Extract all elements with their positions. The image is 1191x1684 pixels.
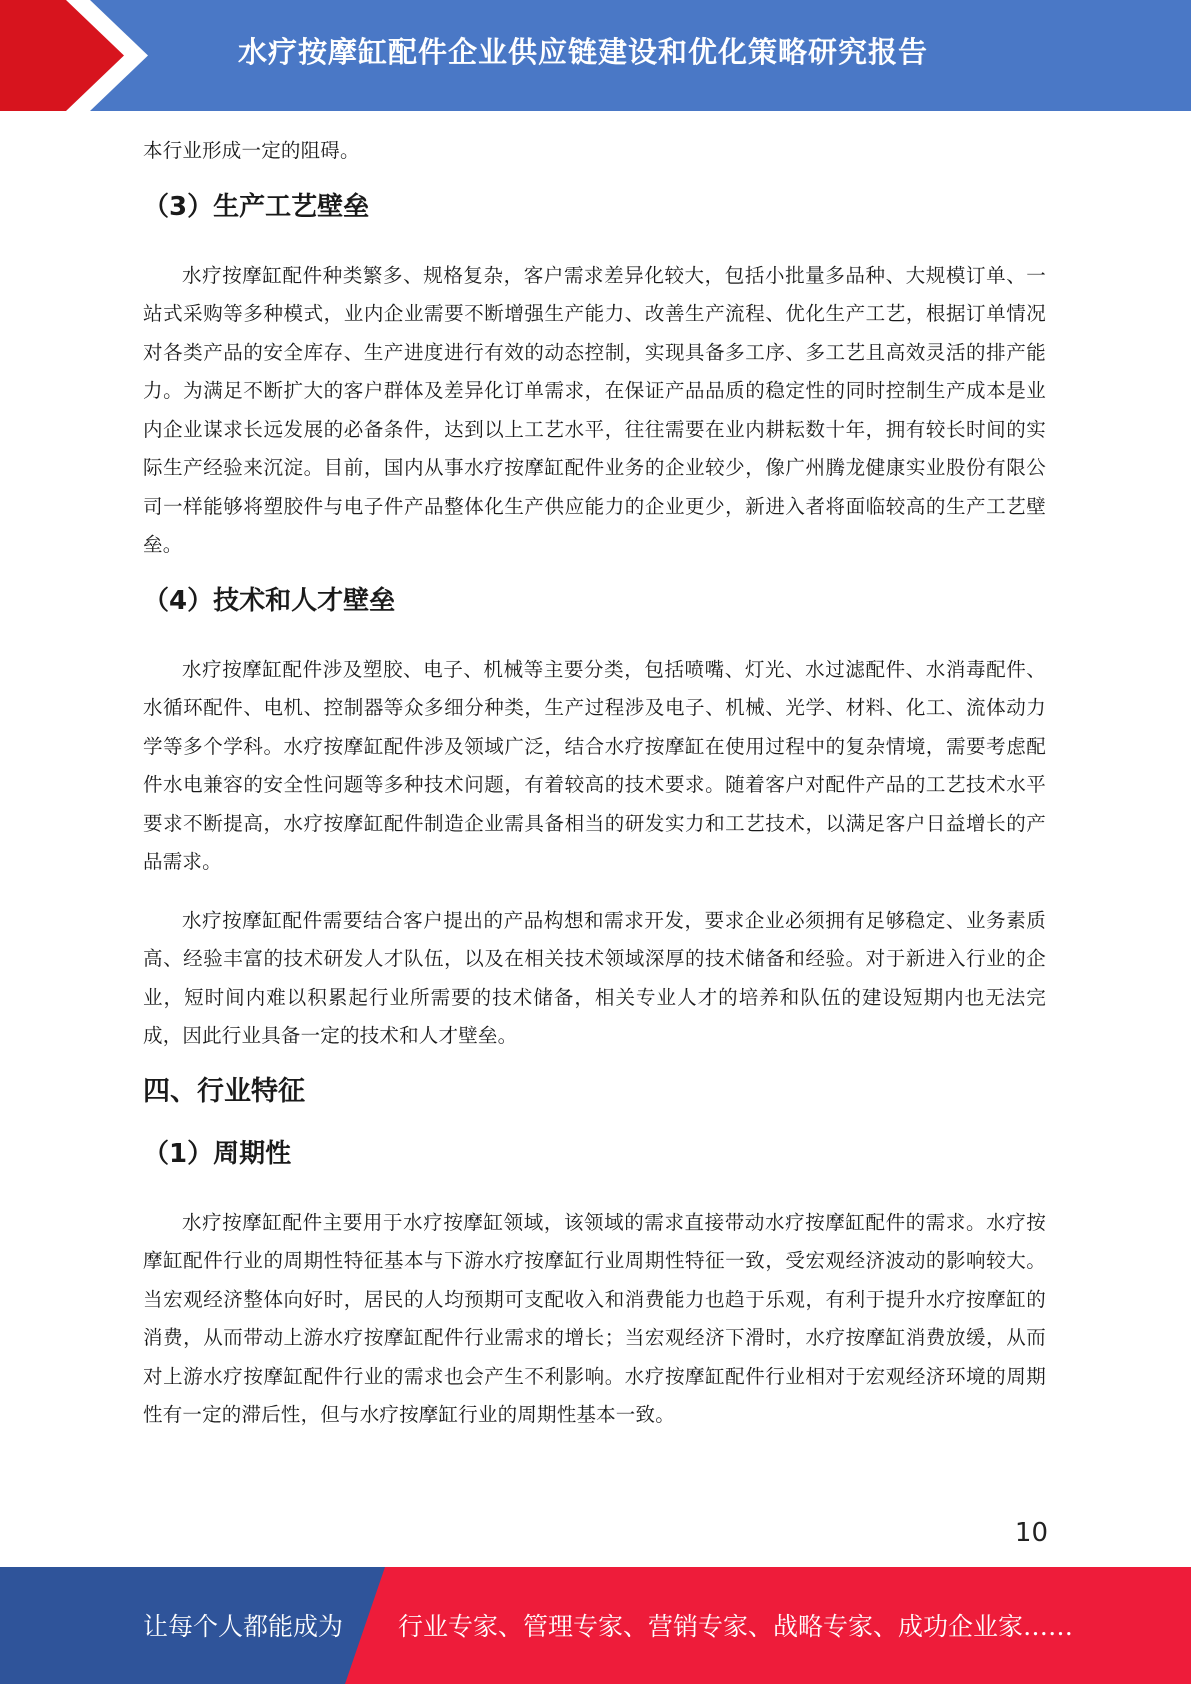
footer-slogan-left: 让每个人都能成为: [143, 1612, 344, 1641]
paragraph-tech-talent-barrier-2: 水疗按摩缸配件需要结合客户提出的产品构想和需求开发，要求企业必须拥有足够稳定、业务素质高、经验丰富的技术研发人才队伍，以及在相关技术领域深厚的技术储备和经验。对于新进入行业的企业，短时间内难以积累起行业所需要的技术储备，相关专业人才的培养和队伍的建设短期内也无法完成，因此行业具备一定的技术和人才壁垒。: [143, 908, 1046, 1047]
document-body: [143, 132, 1046, 1435]
page-number: 10: [1014, 1518, 1048, 1548]
header-chevron-decoration: [0, 0, 160, 111]
paragraph-cyclicality: 水疗按摩缸配件主要用于水疗按摩缸领域，该领域的需求直接带动水疗按摩缸配件的需求。水疗按摩缸配件行业的周期性特征基本与下游水疗按摩缸行业周期性特征一致，受宏观经济波动的影响较大。当宏观经济整体向好时，居民的人均预期可支配收入和消费能力也趋于乐观，有利于提升水疗按摩缸的消费，从而带动上游水疗按摩缸配件行业需求的增长；当宏观经济下滑时，水疗按摩缸消费放缓，从而对上游水疗按摩缸配件行业的需求也会产生不利影响。水疗按摩缸配件行业相对于宏观经济环境的周期性有一定的滞后性，但与水疗按摩缸行业的周期性基本一致。: [143, 1210, 1046, 1426]
paragraph-continuation: 本行业形成一定的阻碍。: [143, 139, 360, 162]
report-title: 水疗按摩缸配件企业供应链建设和优化策略研究报告: [238, 35, 929, 69]
section-heading-cyclicality: （1）周期性: [143, 1138, 292, 1169]
paragraph-production-barrier: 水疗按摩缸配件种类繁多、规格复杂，客户需求差异化较大，包括小批量多品种、大规模订单、一站式采购等多种模式，业内企业需要不断增强生产能力、改善生产流程、优化生产工艺，根据订单情况对各类产品的安全库存、生产进度进行有效的动态控制，实现具备多工序、多工艺且高效灵活的排产能力。为满足不断扩大的客户群体及差异化订单需求，在保证产品品质的稳定性的同时控制生产成本是业内企业谋求长远发展的必备条件，达到以上工艺水平，往往需要在业内耕耘数十年，拥有较长时间的实际生产经验来沉淀。目前，国内从事水疗按摩缸配件业务的企业较少，像广州腾龙健康实业股份有限公司一样能够将塑胶件与电子件产品整体化生产供应能力的企业更少，新进入者将面临较高的生产工艺壁垒。: [143, 263, 1046, 556]
paragraph-tech-talent-barrier-1: 水疗按摩缸配件涉及塑胶、电子、机械等主要分类，包括喷嘴、灯光、水过滤配件、水消毒配件、水循环配件、电机、控制器等众多细分种类，生产过程涉及电子、机械、光学、材料、化工、流体动力学等多个学科。水疗按摩缸配件涉及领域广泛，结合水疗按摩缸在使用过程中的复杂情境，需要考虑配件水电兼容的安全性问题等多种技术问题，有着较高的技术要求。随着客户对配件产品的工艺技术水平要求不断提高，水疗按摩缸配件制造企业需具备相当的研发实力和工艺技术，以满足客户日益增长的产品需求。: [143, 657, 1046, 873]
chapter-heading-industry-features: 四、行业特征: [143, 1075, 305, 1107]
page-header: [0, 0, 1191, 111]
section-heading-tech-talent-barrier: （4）技术和人才壁垒: [143, 585, 396, 616]
footer-slogan-right: 行业专家、管理专家、营销专家、战略专家、成功企业家……: [398, 1612, 1074, 1641]
section-heading-production-barrier: （3）生产工艺壁垒: [143, 191, 370, 222]
page-footer: [0, 1567, 1191, 1684]
